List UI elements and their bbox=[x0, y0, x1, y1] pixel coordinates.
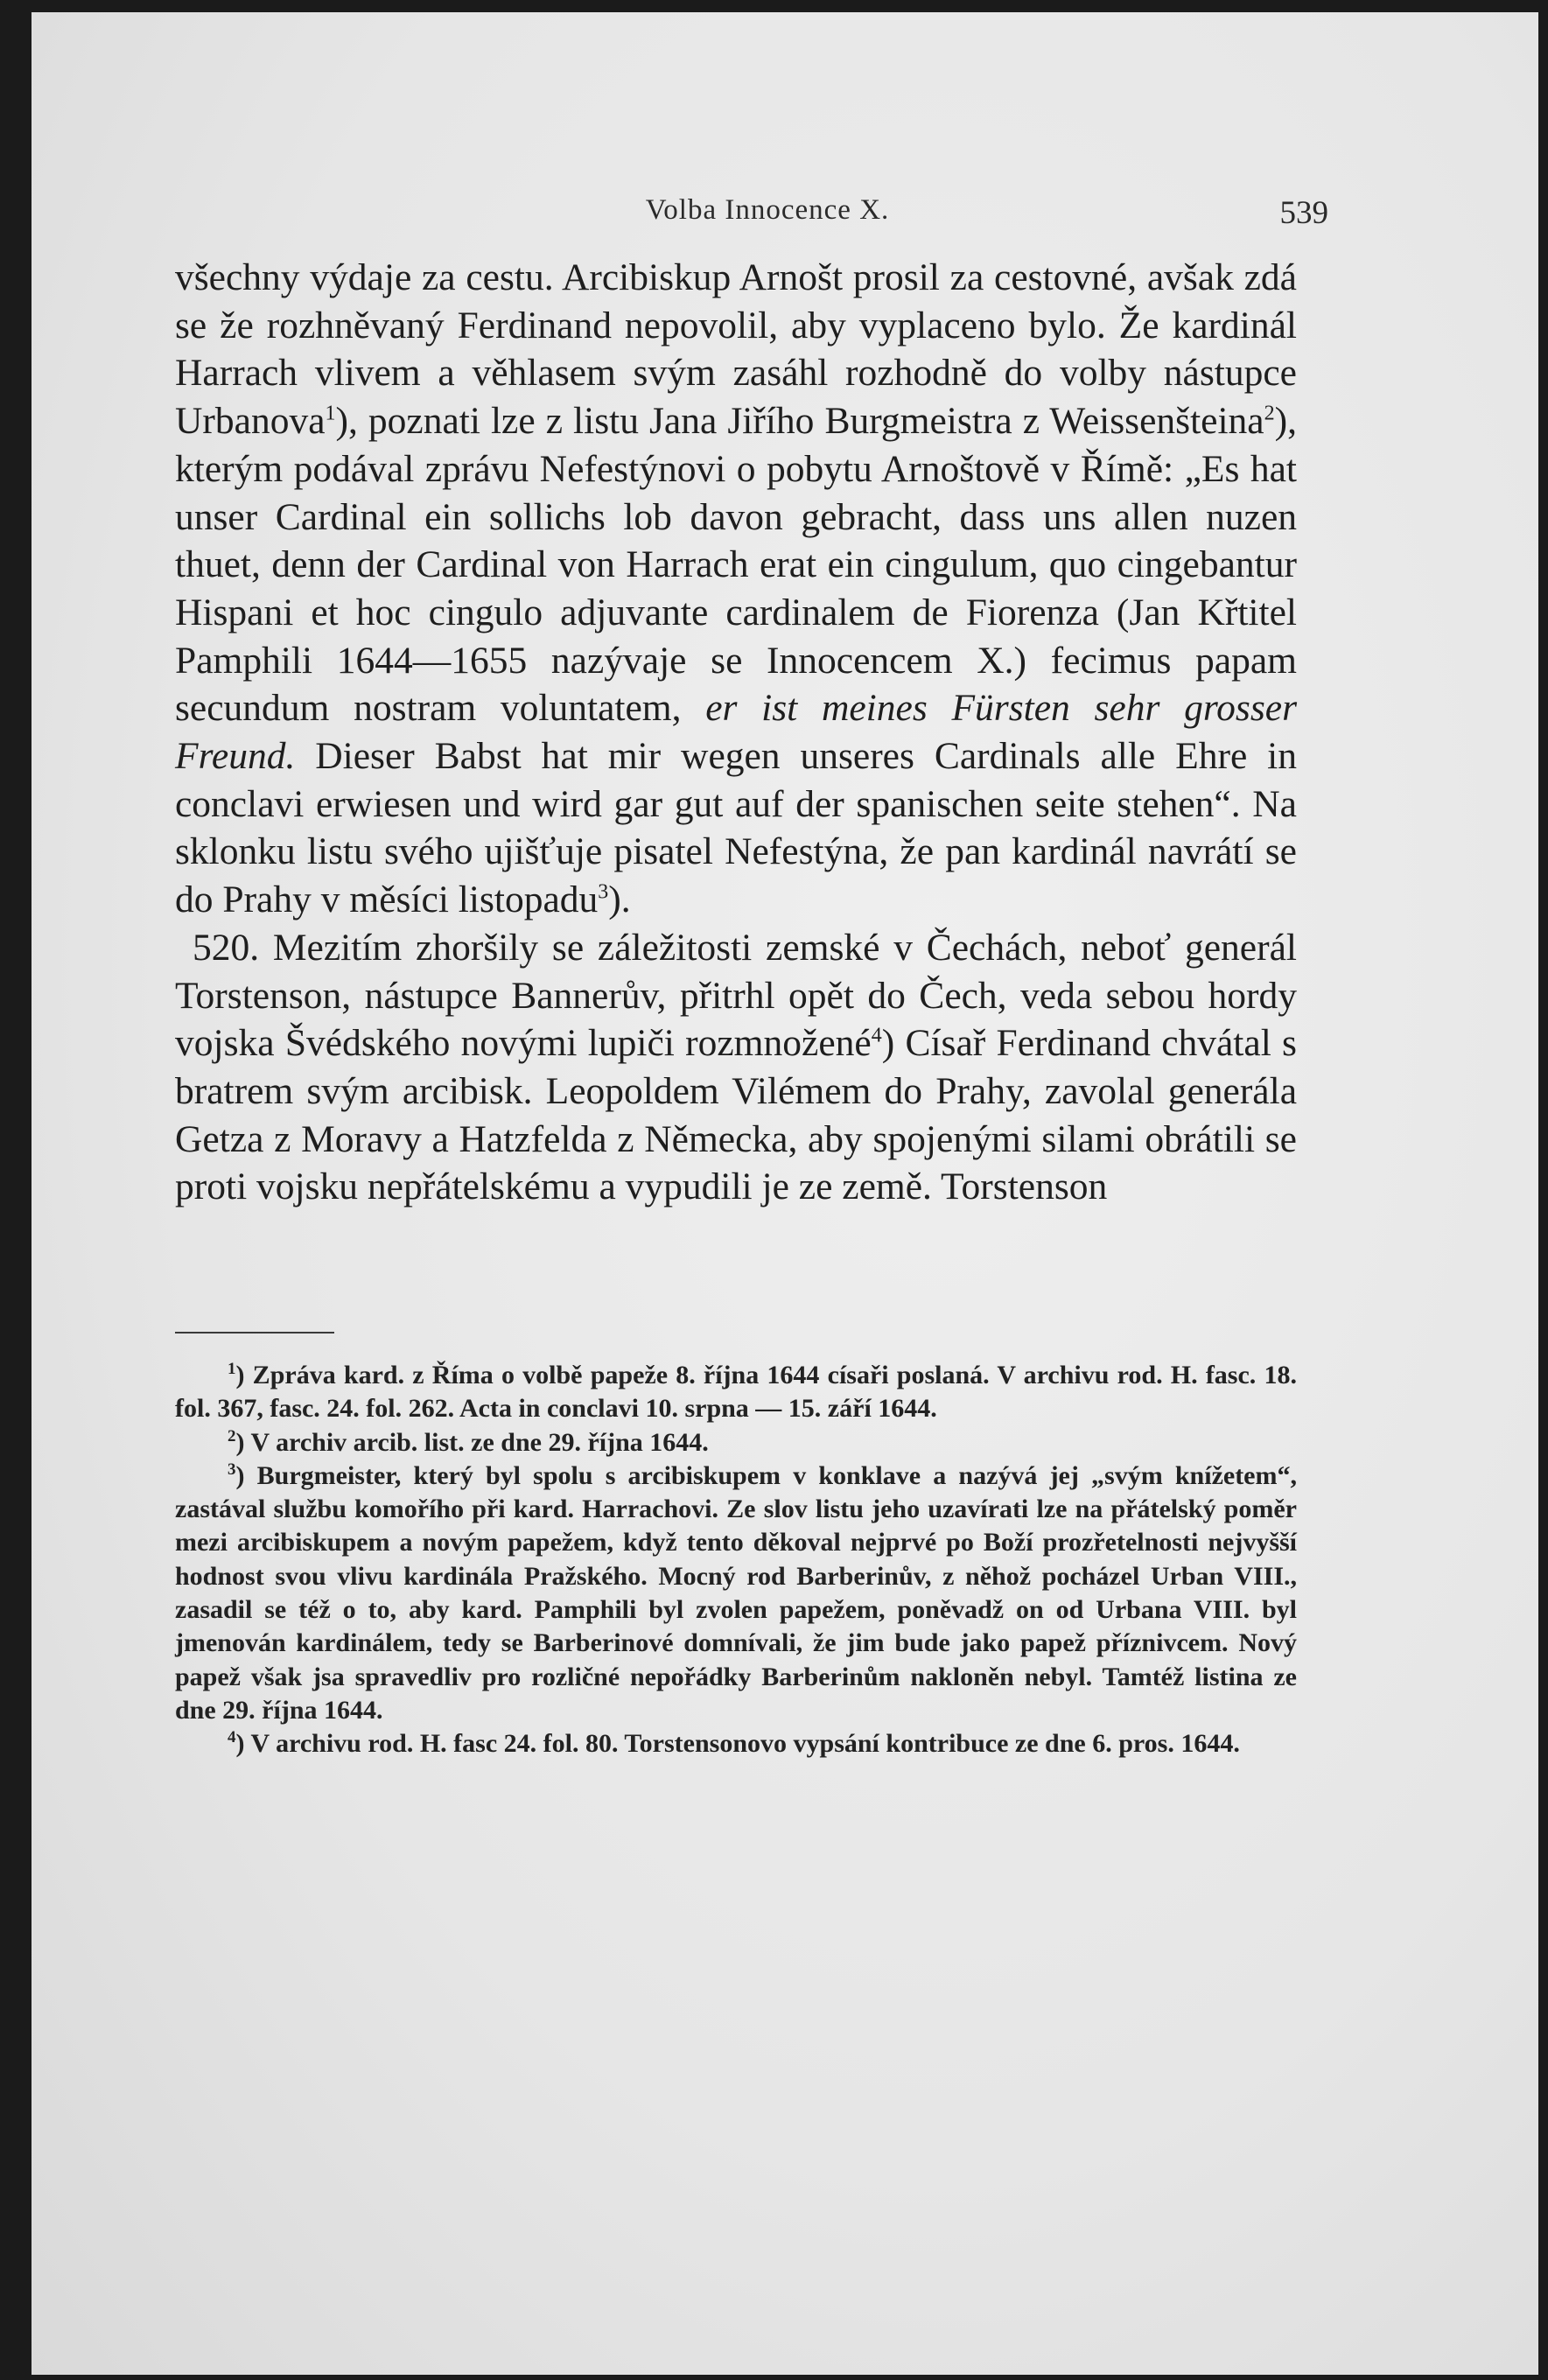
text-run: ), kterým podával zprávu Nefestýnovi o pobytu Arnoštově v Římě: „Es hat unser Cardinal ein sollichs lob davon gebracht, dass uns allen nuzen thuet, denn der Cardinal von Harrach erat ein cingulum, quo cingebantur Hispani et hoc cingulo adjuvante cardinalem de Fiorenza (Jan Křtitel Pamphili 1644—1655 nazývaje se Innocencem X.) fecimus papam secundum nostram voluntatem, bbox=[175, 400, 1297, 730]
paragraph bbox=[175, 254, 1297, 924]
footnote-text: ) V archivu rod. H. fasc 24. fol. 80. Torstensonovo vypsání kontribuce ze dne 6. pros. 1644. bbox=[235, 1729, 1240, 1759]
footnote-text: ) V archiv arcib. list. ze dne 29. října 1644. bbox=[235, 1427, 709, 1457]
text-run: ) Císař Ferdinand chvátal s bratrem svým arcibisk. Leopoldem Vilémem do Prahy, zavolal generála Getza z Moravy a Hatzfelda z Německa, aby spojenými silami obrátili se proti vojsku nepřátelskému a vypudili je ze země. Torstenson bbox=[175, 1022, 1297, 1208]
footnote-ref: 2 bbox=[1264, 402, 1275, 425]
paragraph-520 bbox=[175, 924, 1297, 1211]
footnotes bbox=[175, 1359, 1297, 1761]
text-run: 520. Mezitím zhoršily se záležitosti zemské v Čechách, neboť generál Torstenson, nástupce Bannerův, přitrhl opět do Čech, veda sebou hordy vojska Švédského novými lupiči rozmnožené bbox=[175, 926, 1297, 1065]
italic-quote: er ist meines Fürsten sehr grosser Freund. bbox=[175, 687, 1297, 778]
footnote-text: ) Zpráva kard. z Říma o volbě papeže 8. října 1644 císaři poslaná. V archivu rod. H. fasc. 18. fol. 367, fasc. 24. fol. 262. Acta in conclavi 10. srpna — 15. září 1644. bbox=[175, 1361, 1297, 1424]
footnote-text: ) Burgmeister, který byl spolu s arcibiskupem v konklave a nazývá jej „svým knížetem“, zastával službu komořího při kard. Harrachovi. Ze slov listu jeho uzavírati lze na přátelský poměr mezi arcibiskupem a novým papežem, když tento děkoval nejprvé po Boží prozřetelnosti nejvyšší hodnost svou vlivu kardinála Pražského. Mocný rod Barberinův, z něhož pocházel Urban VIII., zasadil se též o to, aby kard. Pamphili byl zvolen papežem, poněvadž on od Urbana VIII. byl jmenován kardinálem, tedy se Barberinové domnívali, že jim bude jako papež příznivcem. Nový papež však jsa spravedliv pro rozličné nepořádky Barberinům nakloněn nebyl. Tamtéž listina ze dne 29. října 1644. bbox=[175, 1460, 1297, 1725]
text-run: ). bbox=[608, 878, 631, 921]
page-number: 539 bbox=[1279, 195, 1328, 231]
footnote-mark: 3 bbox=[228, 1460, 236, 1479]
footnote bbox=[175, 1727, 1297, 1760]
text-run: ), poznati lze z listu Jana Jiřího Burgmeistra z Weissenšteina bbox=[335, 400, 1264, 443]
footnote-mark: 4 bbox=[228, 1728, 236, 1747]
footnote-ref: 3 bbox=[598, 880, 609, 904]
footnote bbox=[175, 1460, 1297, 1727]
footnote-mark: 1 bbox=[228, 1360, 236, 1378]
footnote bbox=[175, 1359, 1297, 1426]
footnote-ref: 1 bbox=[325, 402, 336, 425]
footnote-ref: 4 bbox=[871, 1024, 882, 1047]
footnote-separator bbox=[175, 1332, 334, 1334]
running-header bbox=[207, 194, 1328, 238]
text-run: Dieser Babst hat mir wegen unseres Cardinals alle Ehre in conclavi erwiesen und wird gar gut auf der spanischen seite stehen“. Na sklonku listu svého ujišťuje pisatel Nefestýna, že pan kardinál navrátí se do Prahy v měsíci listopadu bbox=[175, 735, 1297, 921]
text-run: všechny výdaje za cestu. Arcibiskup Arnošt prosil za cestovné, avšak zdá se že rozhněvaný Ferdinand nepovolil, aby vyplaceno bylo. Že kardinál Harrach vlivem a věhlasem svým zasáhl rozhodně do volby nástupce Urbanova bbox=[175, 256, 1297, 443]
chapter-title: Volba Innocence X. bbox=[645, 194, 890, 226]
footnote-mark: 2 bbox=[228, 1426, 236, 1446]
footnote bbox=[175, 1426, 1297, 1460]
main-text bbox=[175, 254, 1297, 1211]
